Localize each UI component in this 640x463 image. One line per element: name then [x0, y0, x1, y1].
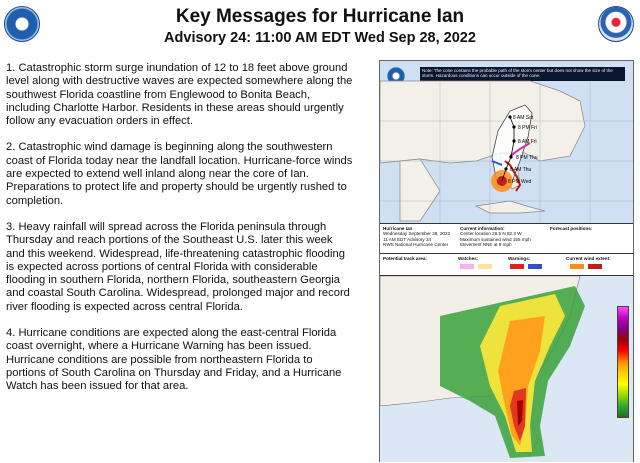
track-label-2: 8 PM Fri	[518, 125, 537, 131]
watch-swatch-hurricane	[460, 264, 474, 269]
track-label-6: 8 PM Wed	[508, 179, 532, 185]
wind-swatch-hurricane	[588, 264, 602, 269]
key-message-1: 1. Catastrophic storm surge inundation of 12 to 18 feet above ground level along with destructive waves are expected somewhere along the southwest Florida coastline from Englewood to Bonita Beach, including Charlotte Harbor. Residents in these areas should urgently follow any evacuation orders in effect.	[6, 62, 353, 128]
current-line-1: Center location 26.5 N 82.3 W	[460, 231, 522, 237]
track-label-3: 8 AM Fri	[518, 139, 537, 145]
advisory-subtitle: Advisory 24: 11:00 AM EDT Wed Sep 28, 2022	[164, 30, 476, 46]
track-label-1: 8 AM Sat	[513, 115, 534, 121]
cone-map-info	[380, 223, 633, 251]
potential-track-label: Potential track area:	[383, 256, 427, 261]
map-panel	[379, 60, 634, 462]
wind-swatch-ts	[570, 264, 584, 269]
cone-note: Note: The cone contains the probable path of the storm center but does not show the size of the storm. Hazardous conditions can occur outside of the cone.	[420, 67, 625, 81]
rainfall-map	[380, 275, 633, 462]
current-info-title: Current information:	[460, 226, 505, 231]
storm-center: NWS National Hurricane Center	[383, 242, 449, 248]
watch-swatch-ts	[478, 264, 492, 269]
current-line-2: Maximum sustained wind 155 mph	[460, 236, 531, 242]
page-title: Key Messages for Hurricane Ian	[175, 6, 465, 27]
watches-label: Watches:	[458, 256, 479, 261]
storm-date: Wednesday September 28, 2022	[383, 231, 451, 237]
cone-map-legend	[380, 253, 633, 276]
rainfall-scale	[617, 306, 629, 418]
storm-advisory: 11 AM EDT Advisory 24	[383, 236, 432, 242]
key-messages	[6, 62, 354, 407]
cone-map-graphic	[380, 61, 633, 223]
warnings-label: Warnings:	[508, 256, 531, 261]
warning-swatch-hurricane	[510, 264, 524, 269]
key-message-4: 4. Hurricane conditions are expected along the east-central Florida coast overnight, where a Hurricane Warning has been issued. Hurricane conditions are possible from northeastern Florida to portions of South Carolina on Thursday and Friday, and a Hurricane Watch has been issued for that area.	[6, 327, 342, 393]
cone-map	[380, 61, 633, 251]
warning-swatch-ts	[528, 264, 542, 269]
rainfall-map-graphic	[380, 276, 633, 462]
us-landmass	[380, 81, 585, 163]
storm-name: Hurricane Ian	[383, 226, 413, 231]
current-line-3: Movement NNE at 9 mph	[460, 242, 512, 248]
wind-extent-label: Current wind extent:	[566, 256, 611, 261]
forecast-positions-title: Forecast positions:	[550, 226, 593, 231]
key-message-3: 3. Heavy rainfall will spread across the Florida peninsula through Thursday and reach portions of the Southeast U.S. later this week and this weekend. Widespread, life-threatening catastrophic flooding is expected across portions of central Florida with considerable flooding in southern Florida, northern Florida, southeastern Georgia and coastal South Carolina. Widespread, prolonged major and record river flooding is expected across central Florida.	[6, 220, 350, 313]
key-message-2: 2. Catastrophic wind damage is beginning along the southwestern coast of Florida today near the landfall location. Hurricane-force winds are expected to extend well inland along near the core of Ian. Preparations to protect life and property should be urgently rushed to completion.	[6, 141, 353, 207]
mexico	[400, 159, 440, 221]
cuba	[476, 201, 545, 213]
track-label-5: 8 AM Thu	[510, 167, 532, 173]
track-label-4: 8 PM Thu	[516, 155, 538, 161]
